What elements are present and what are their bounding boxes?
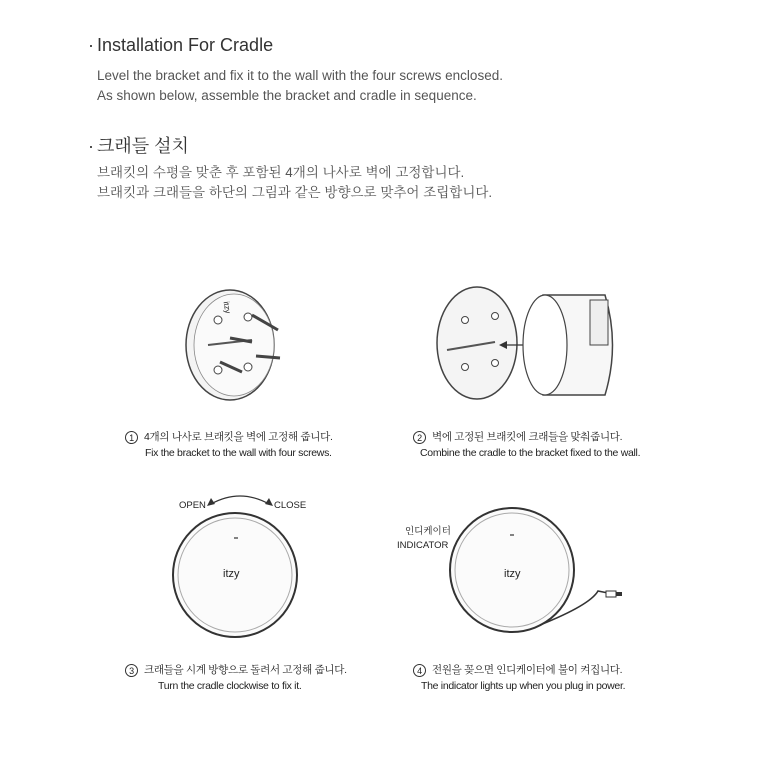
bullet: · — [88, 35, 94, 55]
instruction-paragraph-ko — [97, 163, 492, 203]
instruction-line: 브래킷과 크래들을 하단의 그림과 같은 방향으로 맞추어 조립합니다. — [97, 185, 493, 200]
open-label: OPEN — [179, 500, 206, 511]
step-number: 2 — [413, 431, 426, 444]
step-2-caption-en: Combine the cradle to the bracket fixed to the wall. — [420, 447, 641, 459]
step-text-ko: 4개의 나사로 브래킷을 벽에 고정해 줍니다. — [144, 431, 333, 443]
step-text-ko: 크래들을 시계 방향으로 돌려서 고정해 줍니다. — [144, 664, 347, 676]
bullet: · — [88, 136, 94, 156]
heading-text: Installation For Cradle — [97, 35, 274, 55]
step-2-caption — [413, 429, 622, 444]
step-text-ko: 벽에 고정된 브래킷에 크래들을 맞춰줍니다. — [432, 431, 623, 443]
bracket-cradle-illustration — [425, 285, 625, 405]
rotate-arrow-icon — [205, 490, 275, 510]
instruction-line: 브래킷의 수평을 맞춘 후 포함된 4개의 나사로 벽에 고정합니다. — [97, 165, 465, 180]
bracket-logo: itzy — [221, 300, 233, 315]
bracket-screws-illustration — [170, 290, 300, 410]
cradle-power-illustration — [440, 505, 630, 645]
instruction-paragraph-en — [97, 66, 503, 106]
step-1-caption-en: Fix the bracket to the wall with four screws. — [145, 447, 332, 459]
step-3-caption — [125, 662, 347, 677]
indicator-label-ko: 인디케이터 — [405, 526, 451, 537]
step-4-caption — [413, 662, 622, 677]
step-number: 1 — [125, 431, 138, 444]
step-text-ko: 전원을 꽂으면 인디케이터에 불이 켜집니다. — [432, 664, 623, 676]
section-heading-en — [88, 35, 273, 56]
instruction-line: As shown below, assemble the bracket and cradle in sequence. — [97, 88, 477, 103]
heading-text: 크래들 설치 — [97, 136, 189, 156]
step-1-caption — [125, 429, 333, 444]
step-3-caption-en: Turn the cradle clockwise to fix it. — [158, 680, 302, 692]
cradle-logo: itzy — [504, 568, 521, 580]
instruction-line: Level the bracket and fix it to the wall with the four screws enclosed. — [97, 68, 503, 83]
step-number: 4 — [413, 664, 426, 677]
indicator-label-en: INDICATOR — [397, 540, 449, 551]
section-heading-ko — [88, 132, 189, 158]
step-4-caption-en: The indicator lights up when you plug in power. — [421, 680, 626, 692]
step-number: 3 — [125, 664, 138, 677]
cradle-logo: itzy — [223, 568, 240, 580]
close-label: CLOSE — [274, 500, 307, 511]
